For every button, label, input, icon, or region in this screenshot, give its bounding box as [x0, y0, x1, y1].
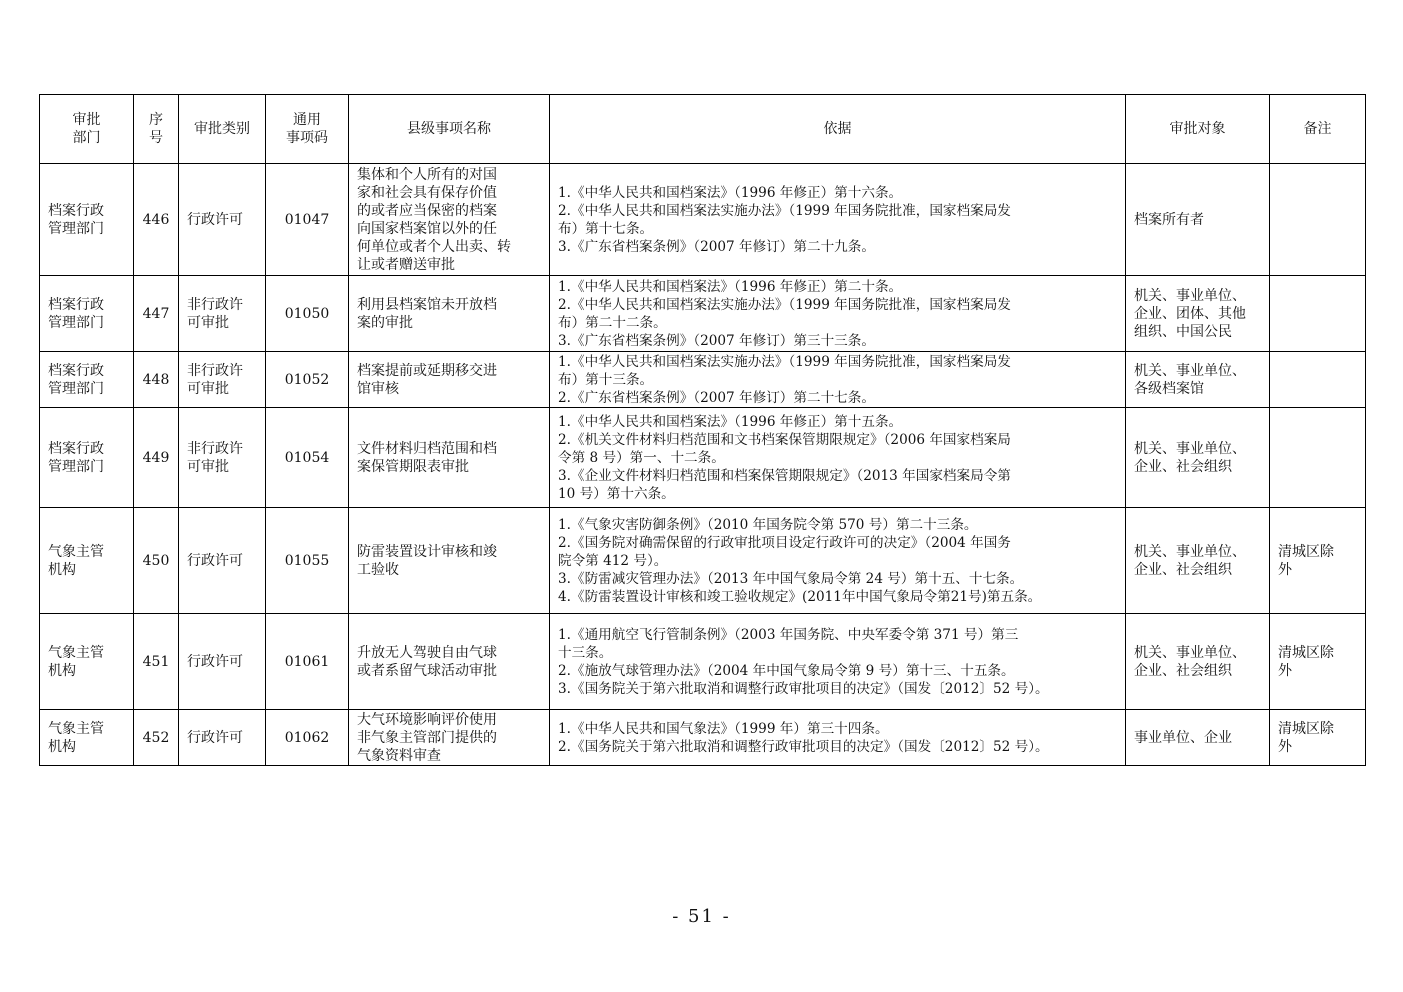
cell-basis-line: 2.《施放气球管理办法》（2004 年中国气象局令第 9 号）第十三、十五条。 — [558, 662, 1015, 679]
cell-remark — [1270, 508, 1366, 614]
cell-category-line: 可审批 — [187, 380, 229, 397]
cell-dept-line: 气象主管 — [48, 644, 104, 661]
cell-basis — [550, 710, 1126, 766]
cell-item-name-line: 文件材料归档范围和档 — [357, 440, 497, 457]
cell-no: 447 — [134, 276, 179, 352]
header-remark: 备注 — [1270, 95, 1366, 164]
header-target: 审批对象 — [1126, 95, 1270, 164]
cell-category — [179, 710, 266, 766]
cell-target-line: 事业单位、企业 — [1134, 729, 1232, 746]
cell-category-line: 可审批 — [187, 458, 229, 475]
table-row — [40, 710, 1366, 766]
cell-basis-line: 2.《中华人民共和国档案法实施办法》（1999 年国务院批准，国家档案局发 — [558, 202, 1011, 219]
cell-item-name-line: 升放无人驾驶自由气球 — [357, 644, 497, 661]
cell-basis-line: 1.《中华人民共和国档案法实施办法》（1999 年国务院批准，国家档案局发 — [558, 353, 1011, 370]
cell-target-line: 机关、事业单位、 — [1134, 362, 1246, 379]
cell-dept-line: 管理部门 — [48, 380, 104, 397]
cell-category-line: 行政许可 — [187, 653, 243, 670]
page-number: - 51 - — [672, 906, 731, 927]
cell-target-line: 企业、社会组织 — [1134, 561, 1232, 578]
cell-item-name-line: 大气环境影响评价使用 — [357, 711, 497, 728]
cell-target — [1126, 352, 1270, 408]
cell-category — [179, 408, 266, 508]
cell-category — [179, 352, 266, 408]
cell-target-line: 企业、社会组织 — [1134, 458, 1232, 475]
cell-no: 450 — [134, 508, 179, 614]
cell-target-line: 机关、事业单位、 — [1134, 440, 1246, 457]
cell-basis-line: 2.《机关文件材料归档范围和文书档案保管期限规定》（2006 年国家档案局 — [558, 431, 1011, 448]
cell-remark-line: 外 — [1278, 561, 1292, 578]
cell-basis-line: 2.《中华人民共和国档案法实施办法》（1999 年国务院批准，国家档案局发 — [558, 296, 1011, 313]
cell-item-name-line: 集体和个人所有的对国 — [357, 166, 497, 183]
cell-basis-line: 1.《气象灾害防御条例》（2010 年国务院令第 570 号）第二十三条。 — [558, 516, 978, 533]
cell-basis-line: 1.《通用航空飞行管制条例》（2003 年国务院、中央军委令第 371 号）第三 — [558, 626, 1019, 643]
cell-basis-line: 2.《国务院关于第六批取消和调整行政审批项目的决定》（国发〔2012〕52 号）。 — [558, 738, 1049, 755]
cell-category — [179, 164, 266, 276]
cell-basis-line: 3.《企业文件材料归档范围和档案保管期限规定》（2013 年国家档案局令第 — [558, 467, 1011, 484]
cell-target — [1126, 276, 1270, 352]
table-row — [40, 508, 1366, 614]
cell-dept-line: 档案行政 — [48, 362, 104, 379]
cell-basis-line: 1.《中华人民共和国档案法》（1996 年修正）第十六条。 — [558, 184, 903, 201]
cell-target — [1126, 408, 1270, 508]
header-code: 通用 事项码 — [266, 95, 349, 164]
cell-remark-line: 外 — [1278, 738, 1292, 755]
cell-category — [179, 508, 266, 614]
cell-code: 01061 — [266, 614, 349, 710]
cell-item-name-line: 防雷装置设计审核和竣 — [357, 543, 497, 560]
header-category: 审批类别 — [179, 95, 266, 164]
cell-no: 452 — [134, 710, 179, 766]
cell-dept-line: 档案行政 — [48, 202, 104, 219]
cell-dept-line: 档案行政 — [48, 296, 104, 313]
cell-target — [1126, 508, 1270, 614]
cell-target-line: 机关、事业单位、 — [1134, 287, 1246, 304]
approval-items-table — [39, 94, 1366, 766]
cell-dept-line: 气象主管 — [48, 543, 104, 560]
cell-basis — [550, 614, 1126, 710]
cell-dept-line: 机构 — [48, 662, 76, 679]
cell-item-name-line: 馆审核 — [357, 380, 399, 397]
cell-remark-line: 清城区除 — [1278, 543, 1334, 560]
cell-target-line: 机关、事业单位、 — [1134, 644, 1246, 661]
cell-basis-line: 布）第十三条。 — [558, 371, 654, 388]
table-header-row — [40, 95, 1366, 164]
cell-item-name-line: 的或者应当保密的档案 — [357, 202, 497, 219]
cell-remark — [1270, 352, 1366, 408]
cell-basis-line: 令第 8 号）第一、十二条。 — [558, 449, 725, 466]
cell-dept-line: 管理部门 — [48, 314, 104, 331]
cell-basis-line: 3.《国务院关于第六批取消和调整行政审批项目的决定》（国发〔2012〕52 号）。 — [558, 680, 1049, 697]
cell-basis — [550, 408, 1126, 508]
cell-item-name-line: 让或者赠送审批 — [357, 256, 455, 273]
cell-basis-line: 3.《防雷减灾管理办法》（2013 年中国气象局令第 24 号）第十五、十七条。 — [558, 570, 1024, 587]
cell-basis-line: 2.《广东省档案条例》（2007 年修订）第二十七条。 — [558, 389, 875, 406]
cell-basis-line: 布）第十七条。 — [558, 220, 654, 237]
cell-code: 01047 — [266, 164, 349, 276]
cell-remark — [1270, 614, 1366, 710]
cell-code: 01062 — [266, 710, 349, 766]
cell-remark-line: 清城区除 — [1278, 720, 1334, 737]
cell-basis-line: 布）第二十二条。 — [558, 314, 667, 331]
cell-item-name-line: 非气象主管部门提供的 — [357, 729, 497, 746]
cell-dept-line: 机构 — [48, 738, 76, 755]
cell-dept-line: 档案行政 — [48, 440, 104, 457]
cell-target — [1126, 710, 1270, 766]
cell-dept — [40, 352, 134, 408]
cell-item-name-line: 或者系留气球活动审批 — [357, 662, 497, 679]
cell-item-name — [349, 408, 550, 508]
table-row — [40, 276, 1366, 352]
cell-item-name-line: 工验收 — [357, 561, 399, 578]
cell-dept — [40, 164, 134, 276]
cell-remark-line: 清城区除 — [1278, 644, 1334, 661]
cell-basis-line: 10 号）第十六条。 — [558, 485, 675, 502]
cell-dept — [40, 408, 134, 508]
cell-category-line: 非行政许 — [187, 296, 243, 313]
cell-remark — [1270, 164, 1366, 276]
cell-basis-line: 院令第 412 号）。 — [558, 552, 668, 569]
cell-category-line: 可审批 — [187, 314, 229, 331]
header-basis: 依据 — [550, 95, 1126, 164]
cell-category-line: 非行政许 — [187, 362, 243, 379]
cell-no: 451 — [134, 614, 179, 710]
cell-basis — [550, 164, 1126, 276]
cell-dept — [40, 614, 134, 710]
cell-code: 01055 — [266, 508, 349, 614]
cell-target-line: 各级档案馆 — [1134, 380, 1204, 397]
cell-item-name-line: 利用县档案馆未开放档 — [357, 296, 497, 313]
cell-category-line: 行政许可 — [187, 211, 243, 228]
cell-item-name-line: 家和社会具有保存价值 — [357, 184, 497, 201]
cell-dept — [40, 710, 134, 766]
cell-basis-line: 2.《国务院对确需保留的行政审批项目设定行政许可的决定》（2004 年国务 — [558, 534, 1011, 551]
header-no: 序 号 — [134, 95, 179, 164]
cell-dept-line: 气象主管 — [48, 720, 104, 737]
header-dept: 审批 部门 — [40, 95, 134, 164]
cell-code: 01052 — [266, 352, 349, 408]
cell-item-name-line: 向国家档案馆以外的任 — [357, 220, 497, 237]
cell-dept-line: 机构 — [48, 561, 76, 578]
cell-basis — [550, 352, 1126, 408]
cell-remark-line: 外 — [1278, 662, 1292, 679]
table-body — [40, 164, 1366, 766]
table-row — [40, 614, 1366, 710]
cell-no: 446 — [134, 164, 179, 276]
cell-remark — [1270, 276, 1366, 352]
cell-target-line: 档案所有者 — [1134, 211, 1204, 228]
table-row — [40, 164, 1366, 276]
cell-basis — [550, 508, 1126, 614]
cell-target-line: 企业、社会组织 — [1134, 662, 1232, 679]
cell-dept — [40, 276, 134, 352]
cell-no: 448 — [134, 352, 179, 408]
cell-basis — [550, 276, 1126, 352]
cell-item-name-line: 气象资料审查 — [357, 747, 441, 764]
cell-basis-line: 1.《中华人民共和国档案法》（1996 年修正）第十五条。 — [558, 413, 903, 430]
cell-item-name-line: 何单位或者个人出卖、转 — [357, 238, 511, 255]
cell-dept — [40, 508, 134, 614]
cell-item-name-line: 案的审批 — [357, 314, 413, 331]
cell-item-name — [349, 164, 550, 276]
cell-basis-line: 十三条。 — [558, 644, 613, 661]
table-row — [40, 408, 1366, 508]
cell-target-line: 企业、团体、其他 — [1134, 305, 1246, 322]
cell-no: 449 — [134, 408, 179, 508]
cell-category — [179, 276, 266, 352]
cell-code: 01054 — [266, 408, 349, 508]
cell-basis-line: 1.《中华人民共和国气象法》（1999 年）第三十四条。 — [558, 720, 889, 737]
cell-target-line: 机关、事业单位、 — [1134, 543, 1246, 560]
cell-basis-line: 3.《广东省档案条例》（2007 年修订）第三十三条。 — [558, 332, 875, 349]
cell-category-line: 行政许可 — [187, 729, 243, 746]
cell-target — [1126, 614, 1270, 710]
cell-category-line: 非行政许 — [187, 440, 243, 457]
cell-item-name — [349, 710, 550, 766]
cell-basis-line: 3.《广东省档案条例》（2007 年修订）第二十九条。 — [558, 238, 875, 255]
cell-item-name-line: 案保管期限表审批 — [357, 458, 469, 475]
cell-item-name-line: 档案提前或延期移交进 — [357, 362, 497, 379]
cell-category-line: 行政许可 — [187, 552, 243, 569]
cell-basis-line: 1.《中华人民共和国档案法》（1996 年修正）第二十条。 — [558, 278, 903, 295]
cell-item-name — [349, 352, 550, 408]
cell-item-name — [349, 276, 550, 352]
cell-basis-line: 4.《防雷装置设计审核和竣工验收规定》(2011年中国气象局令第21号)第五条。 — [558, 588, 1042, 605]
cell-category — [179, 614, 266, 710]
cell-dept-line: 管理部门 — [48, 458, 104, 475]
cell-item-name — [349, 508, 550, 614]
cell-code: 01050 — [266, 276, 349, 352]
cell-remark — [1270, 710, 1366, 766]
header-item-name: 县级事项名称 — [349, 95, 550, 164]
cell-target — [1126, 164, 1270, 276]
cell-target-line: 组织、中国公民 — [1134, 323, 1232, 340]
table-row — [40, 352, 1366, 408]
cell-dept-line: 管理部门 — [48, 220, 104, 237]
cell-remark — [1270, 408, 1366, 508]
cell-item-name — [349, 614, 550, 710]
